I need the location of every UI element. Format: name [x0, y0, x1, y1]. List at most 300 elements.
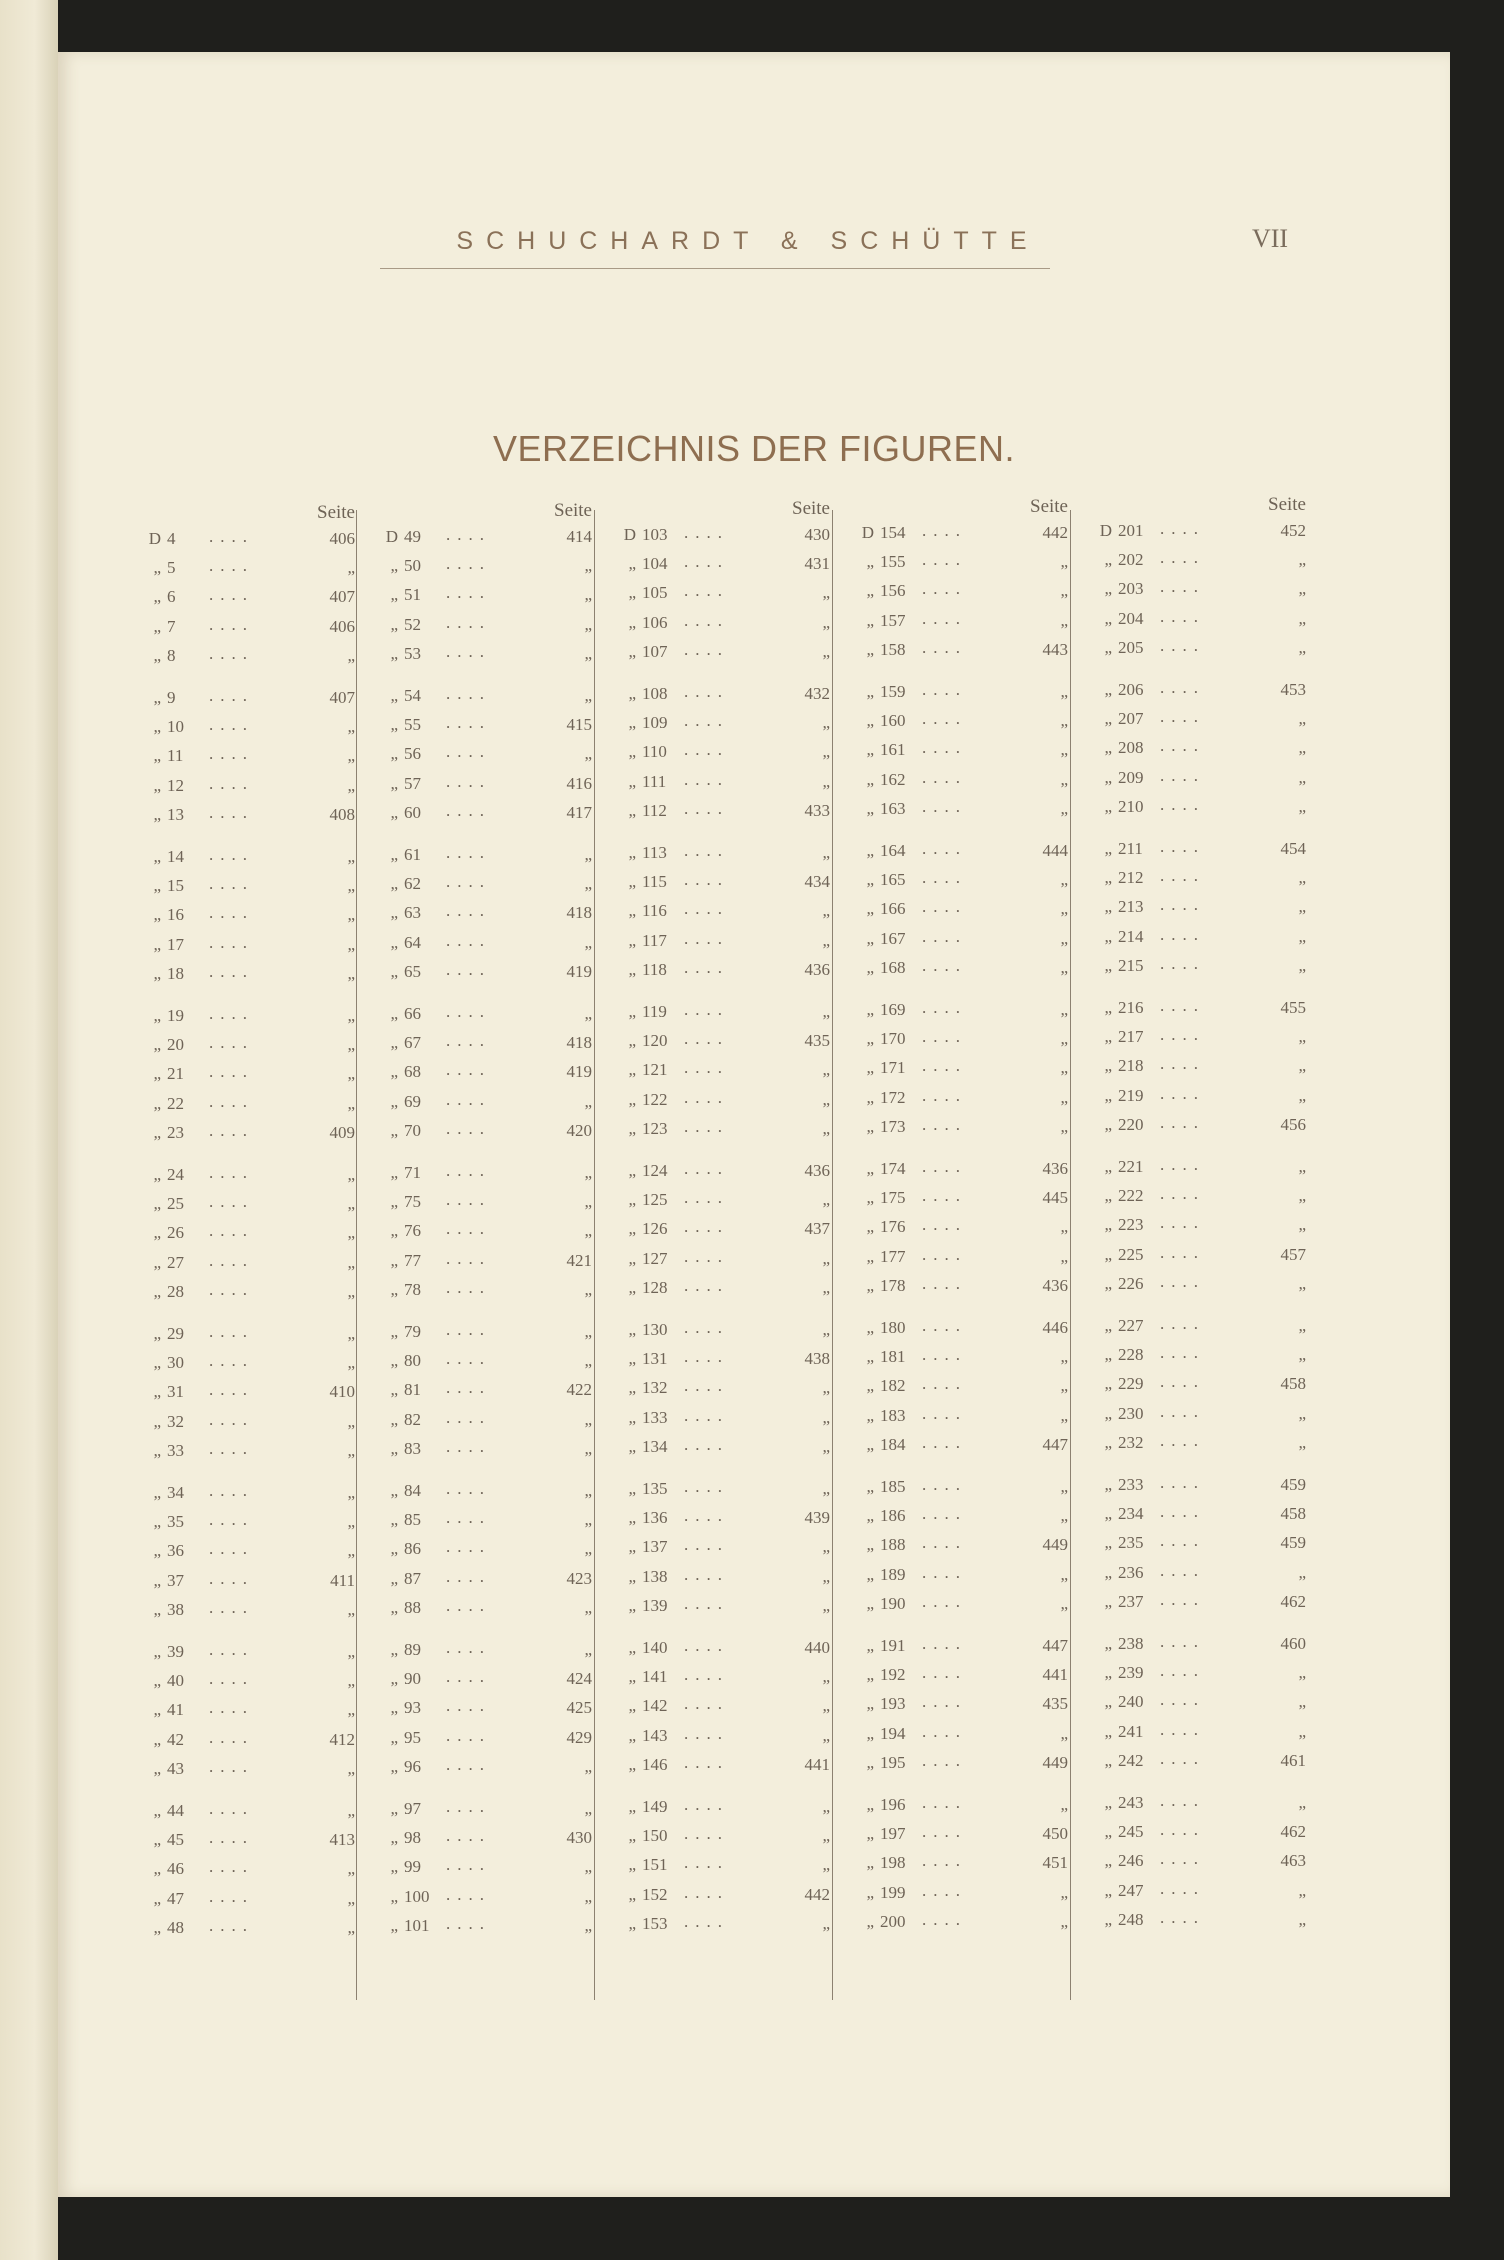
row-prefix: D [861, 523, 874, 542]
figure-number: 149 [642, 1797, 668, 1816]
row-prefix: „ [628, 1002, 636, 1021]
row-prefix: „ [866, 1318, 874, 1337]
leader-dots: .... [446, 1031, 491, 1051]
index-row [618, 1911, 856, 1944]
index-row [1094, 709, 1332, 739]
row-prefix: „ [1104, 955, 1112, 975]
index-row [143, 905, 381, 935]
index-row [856, 1721, 1094, 1754]
leader-dots: .... [1160, 1372, 1205, 1392]
page-reference: „ [584, 1322, 592, 1341]
page-reference: „ [347, 775, 355, 795]
index-row [1094, 1083, 1332, 1116]
page-reference: „ [1060, 1116, 1068, 1136]
leader-dots: .... [446, 930, 491, 950]
figure-number: 105 [642, 583, 668, 603]
page-reference: „ [584, 1799, 592, 1818]
page-reference: „ [1060, 1911, 1068, 1931]
page-reference: „ [347, 717, 355, 737]
figure-number: 216 [1118, 998, 1144, 1017]
index-row [380, 1221, 618, 1251]
index-row [1094, 1719, 1332, 1752]
index-row [143, 1756, 381, 1789]
leader-dots: .... [209, 845, 254, 864]
row-prefix: „ [390, 1091, 398, 1111]
leader-dots: .... [209, 556, 254, 576]
figure-number: 83 [404, 1438, 421, 1458]
leader-dots: .... [922, 1056, 967, 1076]
row-prefix: „ [153, 558, 161, 578]
index-row [1094, 1851, 1332, 1881]
leader-dots: .... [922, 998, 967, 1017]
index-row [380, 744, 618, 774]
figure-number: 186 [880, 1506, 906, 1526]
row-prefix: „ [153, 1599, 161, 1619]
row-prefix: „ [390, 1438, 398, 1458]
index-row [618, 554, 856, 584]
figure-number: 49 [404, 527, 421, 546]
figure-number: 38 [167, 1599, 184, 1619]
leader-dots: .... [446, 1508, 491, 1528]
figure-number: 230 [1118, 1403, 1144, 1423]
figure-number: 98 [404, 1828, 421, 1848]
page-reference: „ [1060, 1376, 1068, 1396]
figure-number: 153 [642, 1913, 668, 1933]
leader-dots: .... [1160, 1430, 1205, 1450]
leader-dots: .... [1160, 1155, 1205, 1174]
row-prefix: „ [1104, 1085, 1112, 1105]
figure-number: 121 [642, 1060, 668, 1080]
index-row [143, 1727, 381, 1760]
leader-dots: .... [922, 897, 967, 917]
leader-dots: .... [684, 581, 729, 601]
page-reference: 437 [804, 1219, 830, 1239]
row-prefix: „ [628, 1913, 636, 1933]
index-row [380, 845, 618, 875]
index-row [380, 930, 618, 963]
page-reference: „ [1060, 1347, 1068, 1367]
page-reference: „ [347, 746, 355, 766]
leader-dots: .... [1160, 1314, 1205, 1333]
leader-dots: .... [922, 1504, 967, 1524]
figure-number: 6 [167, 587, 176, 607]
index-row [1094, 1056, 1332, 1086]
figure-number: 89 [404, 1640, 421, 1659]
row-prefix: „ [866, 1853, 874, 1873]
leader-dots: .... [922, 1692, 967, 1712]
leader-dots: .... [1160, 924, 1205, 944]
page-reference: „ [347, 876, 355, 896]
page-reference: „ [347, 1859, 355, 1879]
index-row [1094, 1533, 1332, 1563]
row-prefix: „ [866, 552, 874, 572]
leader-dots: .... [684, 1029, 729, 1049]
row-prefix: „ [866, 769, 874, 789]
page-reference: „ [584, 686, 592, 705]
page-title: VERZEICHNIS DER FIGUREN. [492, 428, 1016, 469]
seite-header: Seite [554, 500, 592, 521]
row-prefix: „ [1104, 1721, 1112, 1741]
index-row [143, 1035, 381, 1065]
page-reference: 423 [566, 1568, 592, 1588]
page-reference: 458 [1280, 1374, 1306, 1394]
index-row [143, 1830, 381, 1860]
row-prefix: „ [628, 1161, 636, 1180]
leader-dots: .... [684, 1058, 729, 1078]
page-reference: „ [822, 1190, 830, 1210]
index-row [856, 1591, 1094, 1624]
index-row [618, 1378, 856, 1408]
leader-dots: .... [209, 1698, 254, 1718]
row-prefix: „ [153, 775, 161, 795]
index-row [856, 1636, 1094, 1666]
page-reference: „ [822, 641, 830, 661]
figure-number: 47 [167, 1888, 184, 1908]
figure-number: 221 [1118, 1157, 1144, 1176]
index-row [380, 1669, 618, 1699]
figure-number: 119 [642, 1002, 667, 1021]
row-prefix: „ [390, 874, 398, 894]
figure-number: 219 [1118, 1085, 1144, 1105]
page-reference: „ [347, 1064, 355, 1084]
leader-dots: .... [1160, 1589, 1205, 1609]
leader-dots: .... [446, 583, 491, 603]
index-row [1094, 1634, 1332, 1664]
figure-number: 9 [167, 688, 176, 707]
row-prefix: „ [1104, 1793, 1112, 1812]
leader-dots: .... [1160, 1690, 1205, 1710]
index-row [380, 874, 618, 904]
row-prefix: „ [628, 1595, 636, 1615]
figure-number: 60 [404, 802, 421, 822]
row-prefix: „ [153, 1801, 161, 1820]
page-reference: „ [822, 1913, 830, 1933]
index-row [856, 1750, 1094, 1783]
leader-dots: .... [1160, 1184, 1205, 1204]
index-row [1094, 550, 1332, 580]
leader-dots: .... [209, 715, 254, 735]
index-row [380, 1248, 618, 1281]
figure-number: 211 [1118, 839, 1143, 858]
leader-dots: .... [684, 1159, 729, 1178]
row-prefix: „ [628, 959, 636, 979]
page-reference: „ [1298, 608, 1306, 628]
leader-dots: .... [922, 1562, 967, 1582]
row-prefix: „ [153, 876, 161, 896]
page-reference: 406 [329, 616, 355, 636]
index-row [380, 715, 618, 745]
figure-number: 5 [167, 558, 176, 578]
index-row [618, 742, 856, 772]
figure-number: 199 [880, 1882, 906, 1902]
row-prefix: „ [153, 1859, 161, 1879]
row-prefix: „ [390, 1539, 398, 1559]
leader-dots: .... [922, 1750, 967, 1770]
leader-dots: .... [922, 550, 967, 570]
figure-number: 31 [167, 1382, 184, 1402]
page-reference: „ [822, 771, 830, 791]
index-row [380, 1884, 618, 1917]
page-reference: 456 [1280, 1114, 1306, 1134]
row-prefix: „ [628, 901, 636, 921]
page-reference: 430 [566, 1828, 592, 1848]
figure-number: 48 [167, 1917, 184, 1937]
figure-number: 150 [642, 1826, 668, 1846]
figure-number: 173 [880, 1116, 906, 1136]
index-row [1094, 998, 1332, 1028]
leader-dots: .... [446, 1797, 491, 1816]
leader-dots: .... [209, 1322, 254, 1341]
page-reference: „ [822, 1060, 830, 1080]
figure-number: 152 [642, 1884, 668, 1904]
leader-dots: .... [1160, 953, 1205, 973]
figure-number: 34 [167, 1483, 184, 1502]
figure-number: 235 [1118, 1533, 1144, 1553]
page-reference: „ [584, 1510, 592, 1530]
row-prefix: „ [153, 1353, 161, 1373]
row-prefix: „ [1104, 1186, 1112, 1206]
leader-dots: .... [922, 1475, 967, 1494]
figure-number: 178 [880, 1275, 906, 1295]
figure-number: 113 [642, 843, 667, 862]
figure-number: 189 [880, 1564, 906, 1584]
index-row [143, 1568, 381, 1601]
index-row [1094, 1878, 1332, 1911]
page-reference: „ [822, 1537, 830, 1557]
leader-dots: .... [922, 1316, 967, 1335]
index-row [380, 612, 618, 645]
page-reference: „ [347, 847, 355, 866]
figure-number: 162 [880, 769, 906, 789]
index-row [856, 1694, 1094, 1724]
row-prefix: „ [866, 1405, 874, 1425]
page-reference: „ [347, 1353, 355, 1373]
index-row [143, 1671, 381, 1701]
index-row [380, 1754, 618, 1787]
index-row [1094, 839, 1332, 869]
page-reference: „ [584, 1091, 592, 1111]
figure-number: 229 [1118, 1374, 1144, 1394]
leader-dots: .... [684, 711, 729, 731]
figure-number: 88 [404, 1597, 421, 1617]
figure-number: 11 [167, 746, 184, 766]
page-reference: 433 [804, 800, 830, 820]
page-reference: „ [347, 1483, 355, 1502]
page-reference: „ [1298, 1663, 1306, 1683]
row-prefix: „ [628, 1638, 636, 1657]
figure-number: 30 [167, 1353, 184, 1373]
row-prefix: „ [628, 1566, 636, 1586]
leader-dots: .... [922, 1721, 967, 1741]
page-reference: „ [822, 612, 830, 632]
index-row [143, 1382, 381, 1412]
figure-number: 192 [880, 1665, 906, 1685]
row-prefix: „ [866, 1723, 874, 1743]
page-reference: „ [347, 1194, 355, 1214]
index-row [856, 1853, 1094, 1883]
index-row [1094, 1401, 1332, 1434]
leader-dots: .... [922, 1533, 967, 1553]
leader-dots: .... [922, 637, 967, 657]
leader-dots: .... [922, 1432, 967, 1452]
leader-dots: .... [922, 1157, 967, 1176]
page-reference: „ [1298, 1692, 1306, 1712]
leader-dots: .... [922, 608, 967, 628]
leader-dots: .... [922, 1186, 967, 1206]
index-row [380, 1277, 618, 1310]
index-row [143, 688, 381, 718]
row-prefix: „ [866, 1246, 874, 1266]
page-reference: „ [1060, 1723, 1068, 1743]
figure-number: 69 [404, 1091, 421, 1111]
index-row [143, 1700, 381, 1730]
index-row [856, 1562, 1094, 1595]
row-prefix: „ [390, 1481, 398, 1500]
index-row [143, 1438, 381, 1471]
leader-dots: .... [446, 901, 491, 921]
leader-dots: .... [209, 744, 254, 764]
page-reference: 439 [804, 1508, 830, 1528]
leader-dots: .... [684, 552, 729, 572]
row-prefix: „ [390, 961, 398, 981]
row-prefix: „ [153, 804, 161, 824]
row-prefix: „ [628, 1089, 636, 1109]
index-row [1094, 868, 1332, 898]
leader-dots: .... [1160, 794, 1205, 814]
row-prefix: „ [628, 872, 636, 892]
leader-dots: .... [446, 1190, 491, 1210]
figure-number: 174 [880, 1159, 906, 1178]
leader-dots: .... [1160, 866, 1205, 886]
row-prefix: „ [866, 740, 874, 760]
index-row [856, 1347, 1094, 1377]
row-prefix: „ [390, 1640, 398, 1659]
page-reference: „ [584, 1221, 592, 1241]
figure-number: 56 [404, 744, 421, 764]
page-reference: 407 [329, 587, 355, 607]
row-prefix: „ [866, 1188, 874, 1208]
row-prefix: „ [390, 1698, 398, 1718]
figure-number: 243 [1118, 1793, 1144, 1812]
figure-number: 158 [880, 639, 906, 659]
row-prefix: „ [1104, 1316, 1112, 1335]
figure-number: 146 [642, 1754, 668, 1774]
row-prefix: „ [866, 1694, 874, 1714]
figure-number: 167 [880, 928, 906, 948]
row-prefix: „ [866, 1116, 874, 1136]
index-row [143, 1353, 381, 1383]
index-row [143, 558, 381, 588]
leader-dots: .... [1160, 1242, 1205, 1262]
leader-dots: .... [209, 1062, 254, 1082]
figure-number: 172 [880, 1087, 906, 1107]
leader-dots: .... [446, 1566, 491, 1586]
leader-dots: .... [1160, 1112, 1205, 1132]
leader-dots: .... [684, 1376, 729, 1396]
row-prefix: „ [153, 1194, 161, 1214]
row-prefix: „ [390, 1799, 398, 1818]
index-row [380, 800, 618, 833]
figure-number: 50 [404, 556, 421, 576]
leader-dots: .... [209, 1756, 254, 1776]
row-prefix: „ [153, 1570, 161, 1590]
figure-number: 193 [880, 1694, 906, 1714]
leader-dots: .... [922, 680, 967, 699]
figure-number: 241 [1118, 1721, 1144, 1741]
leader-dots: .... [1160, 1719, 1205, 1739]
figure-number: 138 [642, 1566, 668, 1586]
index-row [380, 1407, 618, 1440]
leader-dots: .... [209, 1915, 254, 1935]
row-prefix: „ [153, 1917, 161, 1937]
index-row [856, 899, 1094, 929]
row-prefix: „ [866, 1535, 874, 1555]
row-prefix: „ [1104, 1475, 1112, 1494]
index-row [1094, 1822, 1332, 1852]
leader-dots: .... [446, 612, 491, 632]
leader-dots: .... [1160, 1560, 1205, 1580]
figure-number: 90 [404, 1669, 421, 1689]
page-reference: 445 [1042, 1188, 1068, 1208]
page-reference: „ [1298, 1316, 1306, 1335]
page-reference: 462 [1280, 1591, 1306, 1611]
page-reference: 449 [1042, 1535, 1068, 1555]
row-prefix: „ [866, 1506, 874, 1526]
leader-dots: .... [684, 957, 729, 977]
figure-number: 79 [404, 1322, 421, 1341]
index-row [1094, 1112, 1332, 1145]
figure-number: 75 [404, 1192, 421, 1212]
index-row [143, 847, 381, 877]
figure-number: 233 [1118, 1475, 1144, 1494]
page-reference: „ [822, 1595, 830, 1615]
index-row [380, 1698, 618, 1728]
figure-number: 118 [642, 959, 667, 979]
row-prefix: „ [628, 1754, 636, 1774]
row-prefix: „ [628, 843, 636, 862]
figure-number: 85 [404, 1510, 421, 1530]
row-prefix: „ [390, 1915, 398, 1935]
page-reference: 435 [804, 1031, 830, 1051]
row-prefix: „ [390, 585, 398, 605]
row-prefix: „ [153, 934, 161, 954]
page-reference: „ [584, 1409, 592, 1429]
page-reference: „ [822, 1479, 830, 1498]
row-prefix: „ [866, 1665, 874, 1685]
row-prefix: „ [153, 1281, 161, 1301]
page-reference: „ [1060, 581, 1068, 601]
figure-number: 156 [880, 581, 906, 601]
figure-number: 171 [880, 1058, 906, 1078]
page-reference: „ [1298, 637, 1306, 657]
page-reference: „ [1060, 1564, 1068, 1584]
index-row [380, 641, 618, 674]
index-row [1094, 1475, 1332, 1505]
page-reference: 407 [329, 688, 355, 707]
index-row [380, 1380, 618, 1410]
leader-dots: .... [922, 1851, 967, 1871]
page-reference: „ [1298, 1027, 1306, 1047]
leader-dots: .... [446, 525, 491, 544]
figure-number: 27 [167, 1252, 184, 1272]
page-reference: 411 [330, 1570, 355, 1590]
row-prefix: „ [866, 1217, 874, 1237]
row-prefix: „ [628, 1219, 636, 1239]
figure-number: 120 [642, 1031, 668, 1051]
seite-header: Seite [792, 498, 830, 519]
page-reference: „ [822, 1797, 830, 1816]
index-row [856, 1244, 1094, 1277]
